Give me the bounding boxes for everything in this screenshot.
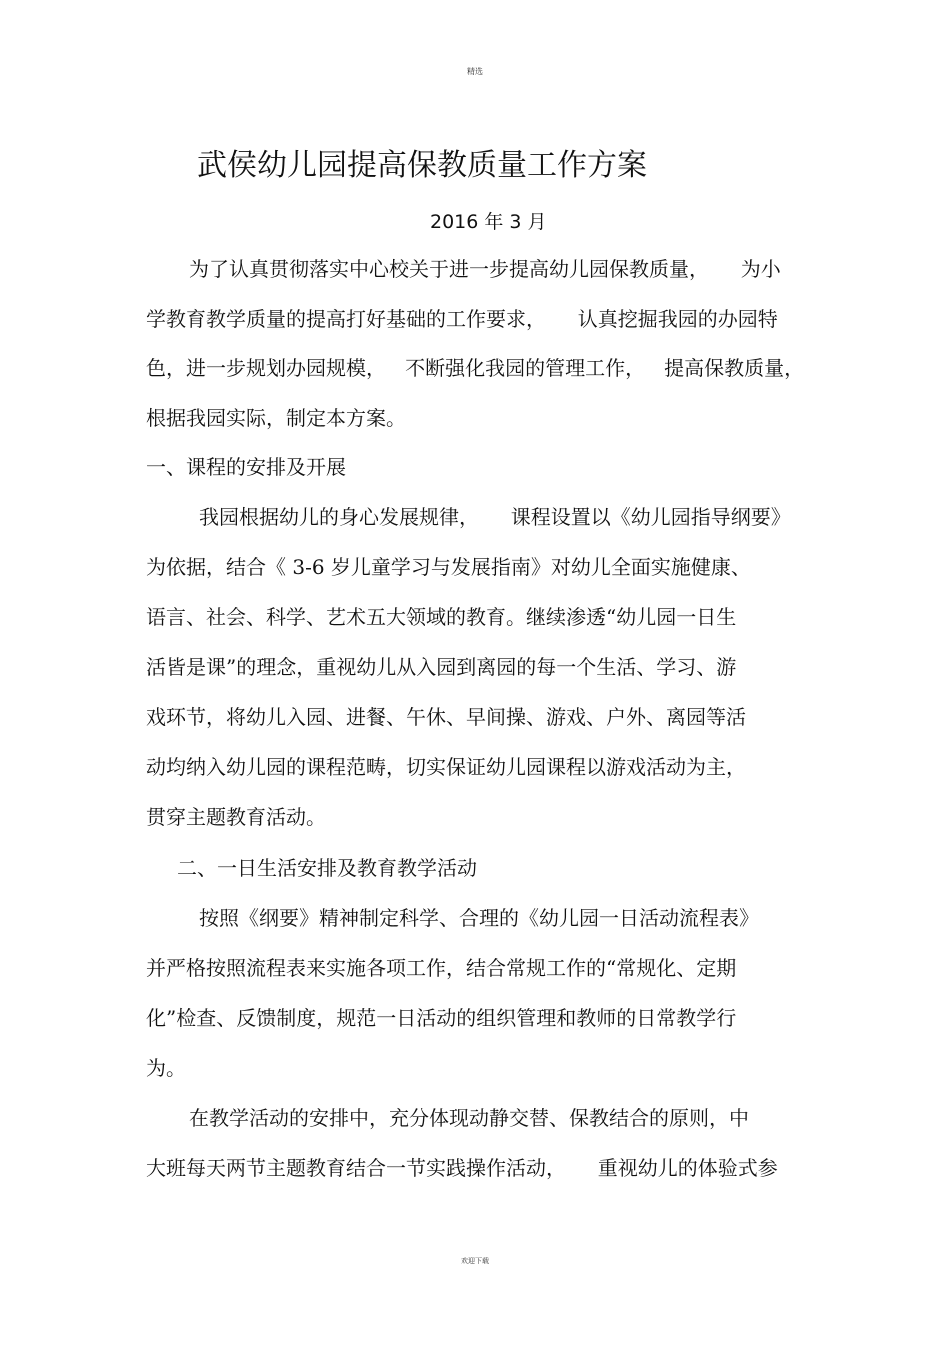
paragraph-line: 为了认真贯彻落实中心校关于进一步提高幼儿园保教质量， 为小 <box>189 257 781 281</box>
paragraph-line: 活皆是课”的理念，重视幼儿从入园到离园的每一个生活、学习、游 <box>146 655 737 679</box>
paragraph-line: 大班每天两节主题教育结合一节实践操作活动， 重视幼儿的体验式参 <box>146 1156 778 1180</box>
paragraph-line: 贯穿主题教育活动。 <box>146 805 326 829</box>
paragraph-line: 根据我园实际，制定本方案。 <box>146 406 406 430</box>
section-heading: 二、一日生活安排及教育教学活动 <box>177 856 477 880</box>
document-date: 2016 年 3 月 <box>430 211 547 233</box>
paragraph-line: 动均纳入幼儿园的课程范畴，切实保证幼儿园课程以游戏活动为主， <box>146 755 746 779</box>
paragraph-line: 化”检查、反馈制度，规范一日活动的组织管理和教师的日常教学行 <box>146 1006 737 1030</box>
paragraph-line: 戏环节，将幼儿入园、进餐、午休、早间操、游戏、户外、离园等活 <box>146 705 746 729</box>
paragraph-line: 并严格按照流程表来实施各项工作，结合常规工作的“常规化、定期 <box>146 956 737 980</box>
page-header: 精选 <box>467 67 483 76</box>
paragraph-line: 为依据，结合《 3-6 岁儿童学习与发展指南》对幼儿全面实施健康、 <box>146 555 751 579</box>
document-title: 武侯幼儿园提高保教质量工作方案 <box>197 148 647 183</box>
paragraph-line: 按照《纲要》精神制定科学、合理的《幼儿园一日活动流程表》 <box>199 906 759 930</box>
section-heading: 一、课程的安排及开展 <box>146 455 346 479</box>
paragraph-line: 为。 <box>146 1056 186 1080</box>
paragraph-line: 色，进一步规划办园规模， 不断强化我园的管理工作， 提高保教质量， <box>146 356 805 380</box>
paragraph-line: 在教学活动的安排中，充分体现动静交替、保教结合的原则，中 <box>189 1106 749 1130</box>
paragraph-line: 我园根据幼儿的身心发展规律， 课程设置以《幼儿园指导纲要》 <box>199 505 791 529</box>
paragraph-line: 语言、社会、科学、艺术五大领域的教育。继续渗透“幼儿园一日生 <box>146 605 737 629</box>
page-footer: 欢迎下载 <box>461 1257 489 1265</box>
paragraph-line: 学教育教学质量的提高打好基础的工作要求， 认真挖掘我园的办园特 <box>146 307 778 331</box>
